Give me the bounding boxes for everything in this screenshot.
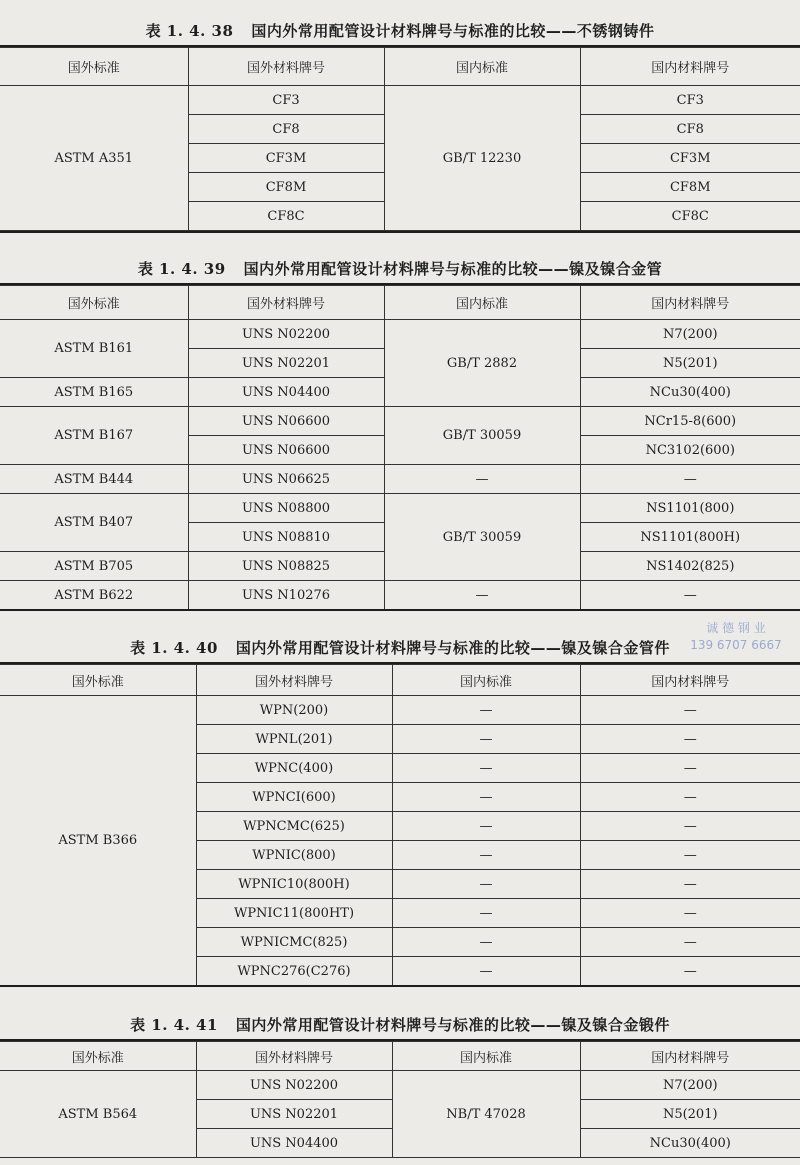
domestic-grade-cell: — [580,841,800,870]
header-domestic-standard: 国内标准 [384,286,580,320]
foreign-grade-cell: UNS N02200 [188,320,384,349]
table-39-caption: 国内外常用配管设计材料牌号与标准的比较——镍及镍合金管 [243,260,663,278]
domestic-grade-cell: — [580,928,800,957]
domestic-grade-cell: — [580,783,800,812]
table-39 [0,285,800,610]
header-domestic-grade: 国内材料牌号 [580,286,800,320]
domestic-standard-cell: — [392,957,580,986]
domestic-grade-cell: — [580,696,800,725]
table-40-bottom-rule [0,985,800,987]
domestic-standard-cell: — [384,465,580,494]
domestic-grade-cell: — [580,754,800,783]
domestic-standard-cell: NB/T 47028 [392,1071,580,1158]
foreign-grade-cell: CF3 [188,86,384,115]
foreign-grade-cell: WPNL(201) [196,725,392,754]
table-41-title [0,1014,800,1035]
table-41 [0,1041,800,1158]
domestic-grade-cell: N5(201) [580,1100,800,1129]
domestic-grade-cell: N7(200) [580,1071,800,1100]
domestic-grade-cell: NCr15-8(600) [580,407,800,436]
domestic-standard-cell: — [384,581,580,610]
foreign-grade-cell: UNS N02201 [188,349,384,378]
table-39-title [0,258,800,279]
header-foreign-grade: 国外材料牌号 [196,665,392,696]
domestic-grade-cell: — [580,870,800,899]
table-40-title [0,637,800,658]
foreign-grade-cell: UNS N06600 [188,436,384,465]
foreign-grade-cell: WPN(200) [196,696,392,725]
domestic-standard-cell: GB/T 30059 [384,494,580,581]
foreign-grade-cell: UNS N04400 [196,1129,392,1158]
foreign-standard-cell: ASTM B161 [0,320,188,378]
table-38-number: 表 1. 4. 38 [145,22,234,40]
foreign-standard-cell: ASTM B407 [0,494,188,552]
table-40 [0,664,800,986]
domestic-standard-cell: — [392,783,580,812]
foreign-grade-cell: WPNC(400) [196,754,392,783]
domestic-grade-cell: N5(201) [580,349,800,378]
foreign-grade-cell: CF8C [188,202,384,231]
domestic-standard-cell: — [392,725,580,754]
foreign-grade-cell: CF8M [188,173,384,202]
domestic-standard-cell: — [392,870,580,899]
foreign-grade-cell: UNS N08800 [188,494,384,523]
domestic-grade-cell: — [580,581,800,610]
domestic-standard-cell: — [392,899,580,928]
header-domestic-standard: 国内标准 [384,48,580,86]
foreign-grade-cell: WPNICMC(825) [196,928,392,957]
domestic-standard-cell: GB/T 12230 [384,86,580,231]
foreign-standard-cell: ASTM B165 [0,378,188,407]
foreign-standard-cell: ASTM A351 [0,86,188,231]
watermark-name: 诚 德 钢 业 [706,621,766,635]
foreign-grade-cell: CF8 [188,115,384,144]
domestic-grade-cell: NS1101(800) [580,494,800,523]
foreign-grade-cell: UNS N04400 [188,378,384,407]
foreign-grade-cell: WPNC276(C276) [196,957,392,986]
foreign-grade-cell: UNS N02200 [196,1071,392,1100]
domestic-grade-cell: — [580,725,800,754]
table-38-caption: 国内外常用配管设计材料牌号与标准的比较——不锈钢铸件 [251,22,655,40]
foreign-grade-cell: UNS N02201 [196,1100,392,1129]
domestic-standard-cell: — [392,696,580,725]
domestic-grade-cell: NC3102(600) [580,436,800,465]
foreign-standard-cell: ASTM B366 [0,696,196,986]
header-foreign-standard: 国外标准 [0,665,196,696]
header-domestic-grade: 国内材料牌号 [580,665,800,696]
table-40-number: 表 1. 4. 40 [130,639,218,657]
header-foreign-standard: 国外标准 [0,286,188,320]
domestic-grade-cell: CF8C [580,202,800,231]
table-41-caption: 国内外常用配管设计材料牌号与标准的比较——镍及镍合金锻件 [235,1016,670,1034]
domestic-standard-cell: — [392,841,580,870]
table-38 [0,47,800,231]
foreign-standard-cell: ASTM B705 [0,552,188,581]
domestic-standard-cell: GB/T 30059 [384,407,580,465]
domestic-standard-cell: — [392,812,580,841]
domestic-grade-cell: NCu30(400) [580,378,800,407]
table-38-title [0,20,800,41]
header-domestic-standard: 国内标准 [392,1042,580,1071]
foreign-standard-cell: ASTM B622 [0,581,188,610]
foreign-grade-cell: WPNIC11(800HT) [196,899,392,928]
foreign-standard-cell: ASTM B444 [0,465,188,494]
table-39-number: 表 1. 4. 39 [137,260,226,278]
foreign-grade-cell: UNS N08825 [188,552,384,581]
domestic-grade-cell: NCu30(400) [580,1129,800,1158]
domestic-grade-cell: NS1402(825) [580,552,800,581]
table-41-number: 表 1. 4. 41 [130,1016,218,1034]
header-foreign-standard: 国外标准 [0,48,188,86]
header-domestic-grade: 国内材料牌号 [580,48,800,86]
foreign-grade-cell: WPNIC10(800H) [196,870,392,899]
domestic-grade-cell: CF8 [580,115,800,144]
domestic-grade-cell: CF3M [580,144,800,173]
header-foreign-standard: 国外标准 [0,1042,196,1071]
domestic-grade-cell: — [580,465,800,494]
foreign-grade-cell: UNS N06600 [188,407,384,436]
header-domestic-standard: 国内标准 [392,665,580,696]
foreign-grade-cell: WPNIC(800) [196,841,392,870]
table-40-caption: 国内外常用配管设计材料牌号与标准的比较——镍及镍合金管件 [235,639,670,657]
foreign-grade-cell: UNS N10276 [188,581,384,610]
foreign-grade-cell: UNS N08810 [188,523,384,552]
foreign-grade-cell: WPNCI(600) [196,783,392,812]
domestic-grade-cell: — [580,957,800,986]
header-foreign-grade: 国外材料牌号 [196,1042,392,1071]
domestic-standard-cell: — [392,928,580,957]
domestic-standard-cell: — [392,754,580,783]
foreign-standard-cell: ASTM B167 [0,407,188,465]
domestic-grade-cell: — [580,812,800,841]
foreign-grade-cell: UNS N06625 [188,465,384,494]
table-38-bottom-rule [0,231,800,233]
foreign-grade-cell: WPNCMC(625) [196,812,392,841]
domestic-grade-cell: NS1101(800H) [580,523,800,552]
domestic-grade-cell: — [580,899,800,928]
watermark-phone: 139 6707 6667 [690,638,782,652]
header-foreign-grade: 国外材料牌号 [188,48,384,86]
domestic-grade-cell: CF8M [580,173,800,202]
domestic-grade-cell: N7(200) [580,320,800,349]
table-39-bottom-rule [0,609,800,611]
domestic-standard-cell: GB/T 2882 [384,320,580,407]
foreign-grade-cell: CF3M [188,144,384,173]
header-foreign-grade: 国外材料牌号 [188,286,384,320]
header-domestic-grade: 国内材料牌号 [580,1042,800,1071]
domestic-grade-cell: CF3 [580,86,800,115]
foreign-standard-cell: ASTM B564 [0,1071,196,1158]
